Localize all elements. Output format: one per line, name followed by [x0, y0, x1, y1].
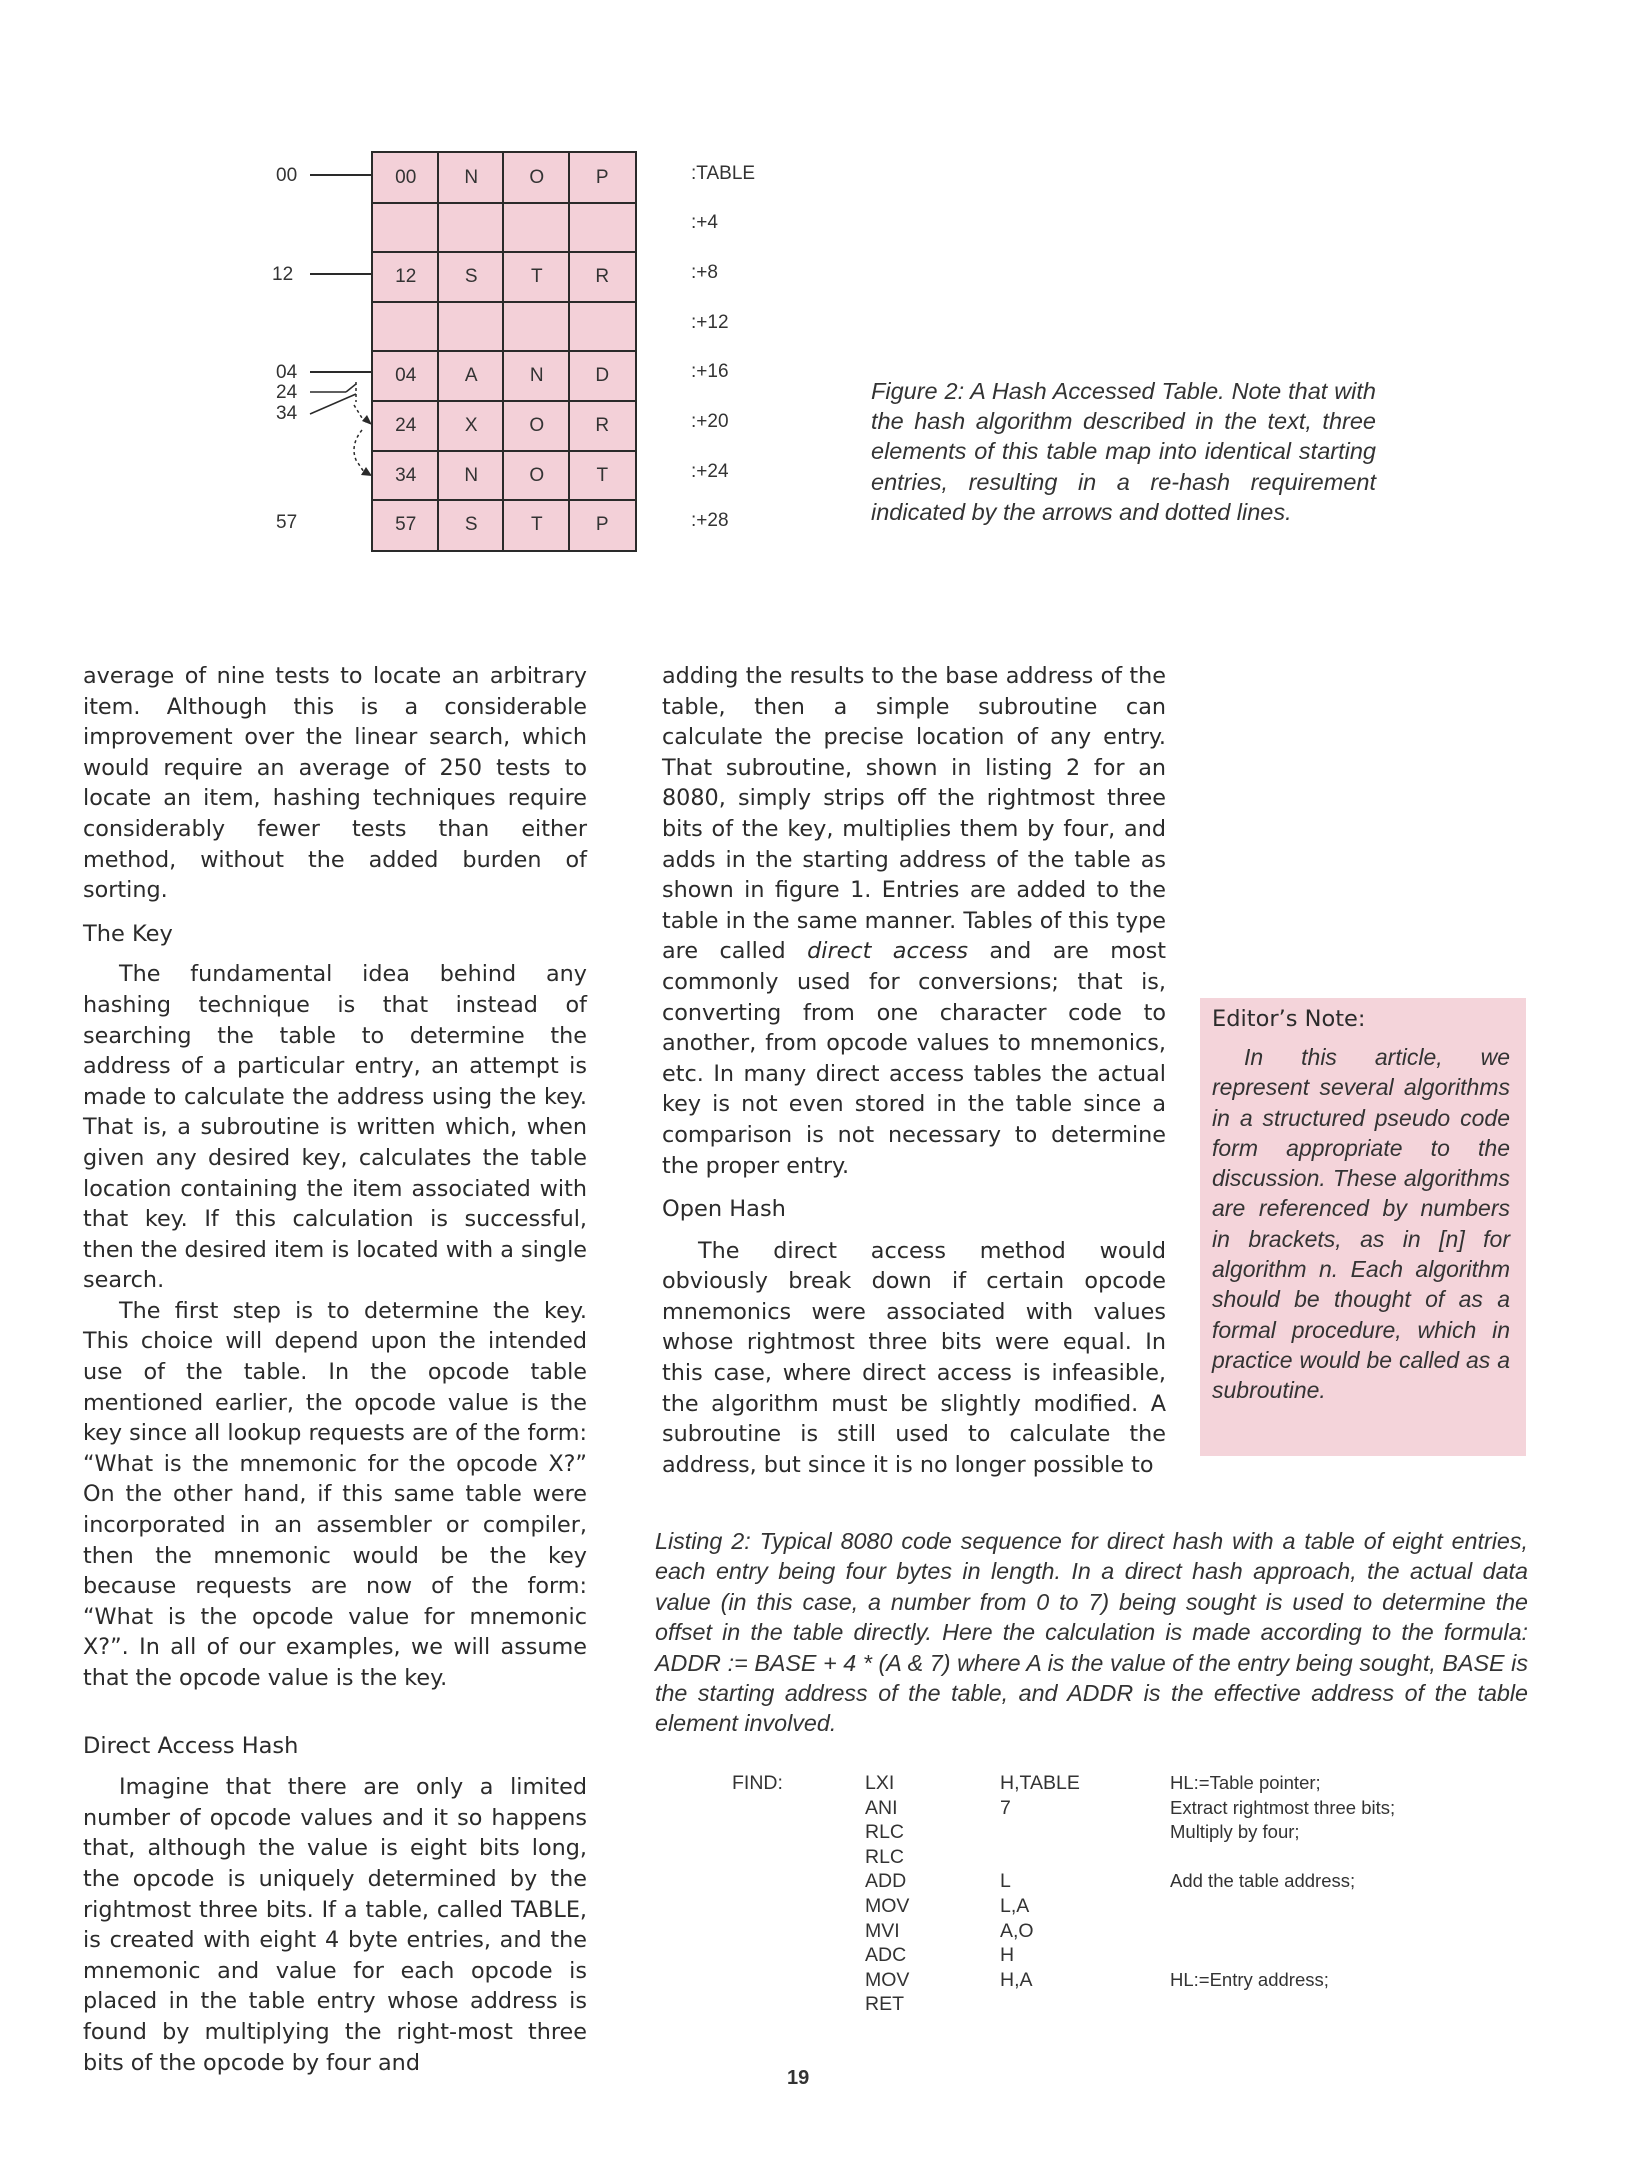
table-cell [570, 302, 636, 352]
table-row [373, 252, 635, 302]
paragraph: The direct access method would obviously break down if certain opcode mnemonics were associated with values whose rightmost three bits were equal. In this case, where direct access is infeasible, the algorithm must be slightly modified. A subroutine is still used to calculate the address, but since it is no longer possible to [662, 1237, 1166, 1478]
listing-comments [1170, 1771, 1395, 2017]
table-cell: S [464, 514, 478, 536]
section-heading: Open Hash [662, 1196, 786, 1223]
table-cell: 00 [395, 167, 417, 188]
table-row [373, 500, 635, 550]
table-cell: T [530, 514, 543, 536]
table-row [373, 401, 635, 451]
listing-arg: H [1000, 1944, 1015, 1967]
table-cell: O [529, 415, 545, 436]
table-cell: T [530, 266, 543, 288]
table-cell [373, 302, 439, 352]
table-cell [373, 203, 439, 253]
listing-arg [1000, 1820, 1080, 1845]
listing-opcodes [865, 1771, 909, 2017]
figure-caption: Figure 2: A Hash Accessed Table. Note that with the hash algorithm described in the text, three elements of this table map into identical starting entries, resulting in a re-hash requirement indicated by the arrows and dotted lines. [871, 378, 1376, 525]
listing-comment [1170, 1894, 1395, 1919]
listing-op: MVI [865, 1919, 900, 1942]
paragraph: The fundamental idea behind any hashing technique is that instead of searching the table to determine the address of a particular entry, an attempt is made to calculate the address using the key. That is, a subroutine is written which, when given any desired key, calculates the table location containing the item associated with that key. If this calculation is successful, then the desired item is located with a single search. [83, 961, 587, 1294]
table-row [373, 351, 635, 401]
listing-arg: A,O [1000, 1919, 1034, 1942]
table-cell: 24 [395, 415, 417, 436]
listing-op: RET [865, 1993, 904, 2016]
offset-label: :+24 [691, 461, 729, 482]
key-label: 34 [276, 403, 298, 424]
table-cell [439, 302, 505, 352]
offset-label: :+20 [691, 411, 729, 432]
table-cell [504, 302, 570, 352]
paragraph: The first step is to determine the key. This choice will depend upon the intended use of the table. In the opcode table mentioned earlier, the opcode value is the key since all lookup requests are of the form: “What is the mnemonic for the opcode X?” On the other hand, if this same table were incorporated in an assembler or compiler, then the mnemonic would be the key because requests are now of the form: “What is the opcode value for mnemonic X?”. In all of our examples, we will assume that the opcode value is the key. [83, 1297, 587, 1691]
table-cell: D [595, 365, 610, 387]
table-cell: N [464, 167, 479, 188]
listing-arg: H,A [1000, 1968, 1033, 1991]
paragraph: average of nine tests to locate an arbitrary item. Although this is a considerable improvement over the linear search, which would require an average of 250 tests to locate an item, hashing techniques require considerably fewer tests than either method, without the added burden of sorting. [83, 663, 587, 904]
middle-column [662, 661, 1166, 1480]
listing-comment: HL:=Table pointer; [1170, 1772, 1321, 1793]
key-label: 00 [276, 165, 298, 186]
table-cell: P [595, 514, 609, 536]
table-cell: O [529, 464, 545, 486]
left-column [83, 661, 587, 2078]
listing-op: MOV [865, 1968, 910, 1991]
table-cell: S [464, 266, 478, 288]
page-number: 19 [787, 2067, 810, 2089]
key-label: 12 [272, 264, 294, 285]
listing-arg: H,TABLE [1000, 1772, 1080, 1794]
listing-label: FIND: [732, 1772, 783, 1794]
grid-line [373, 499, 635, 501]
section-heading: The Key [83, 920, 173, 947]
offset-label: :TABLE [691, 163, 756, 184]
table-row [373, 451, 635, 501]
table-cell: N [464, 464, 479, 486]
listing-comment: Extract rightmost three bits; [1170, 1796, 1396, 1818]
editor-note-box [1200, 998, 1526, 1456]
table-cell: T [596, 464, 609, 486]
table-cell: 34 [395, 464, 417, 486]
listing-operands [1000, 1771, 1080, 2017]
listing-op: MOV [865, 1894, 910, 1917]
table-cell: R [595, 266, 610, 288]
listing-arg: L,A [1000, 1894, 1030, 1917]
listing-op: RLC [865, 1845, 905, 1868]
key-label: 57 [276, 512, 298, 533]
offset-label: :+4 [691, 212, 718, 233]
listing-arg: L [1000, 1870, 1011, 1893]
table-cell: 57 [395, 514, 417, 536]
grid-line [373, 251, 635, 253]
listing-comment: HL:=Entry address; [1170, 1968, 1329, 1990]
listing-op: ADD [865, 1870, 907, 1893]
paragraph: adding the results to the base address of the table, then a simple subroutine can calculate the precise location of any entry. That subroutine, shown in listing 2 for an 8080, simply strips off the rightmost three bits of the key, multiplies them by four, and adds in the starting address of the table as shown in figure 1. Entries are added to the table in the same manner. Tables of this type are called direct access and are most commonly used for conversions; that is, converting from one character code to another, from opcode values to mnemonics, etc. In many direct access tables the actual key is not even stored in the table since a comparison is not necessary to determine the proper entry. [662, 663, 1166, 1179]
grid-line [373, 450, 635, 452]
listing-comment: Add the table address; [1170, 1870, 1356, 1892]
listing-op: RLC [865, 1821, 905, 1844]
offset-label: :+12 [691, 312, 729, 333]
listing-op: ANI [865, 1796, 898, 1819]
editor-note-text: In this article, we represent several algorithms in a structured pseudo code form appropriate to the discussion. These algorithms are referenced by numbers in brackets, as in [n] for algorithm n. Each algorithm should be thought of as a formal procedure, which in practice would be called as a subroutine. [1212, 1044, 1510, 1404]
grid-line [373, 301, 635, 303]
listing-op: ADC [865, 1944, 907, 1967]
table-cell: P [595, 167, 609, 188]
listing-comment [1170, 1943, 1395, 1968]
table-cell: O [529, 167, 545, 188]
table-cell: N [529, 365, 544, 387]
offset-label: :+16 [691, 361, 729, 382]
listing-arg [1000, 1845, 1080, 1870]
grid-line [373, 400, 635, 402]
table-row [373, 302, 635, 352]
key-label: 24 [276, 382, 298, 403]
table-row [373, 203, 635, 253]
listing-arg [1000, 1992, 1080, 2017]
table-cell: A [464, 365, 478, 387]
table-cell: 04 [395, 365, 417, 387]
listing-caption: Listing 2: Typical 8080 code sequence for direct hash with a table of eight entries, each entry being four bytes in length. In a direct hash approach, the actual data value (in this case, a number from 0 to 7) being sought is used to determine the offset in the table directly. Here the calculation is made according to the formula: ADDR := BASE + 4 * (A & 7) where A is the value of the entry being sought, BASE is the starting address of the table, and ADDR is the effective address of the table element involved. [655, 1528, 1528, 1737]
listing-comment [1170, 1845, 1395, 1870]
listing-comment [1170, 1992, 1395, 2017]
table-cell [570, 203, 636, 253]
hash-table [371, 151, 637, 552]
table-cell [439, 203, 505, 253]
offset-label: :+8 [691, 262, 718, 283]
editor-note-title: Editor’s Note: [1212, 1006, 1366, 1032]
table-cell: R [595, 415, 610, 436]
listing-arg: 7 [1000, 1796, 1011, 1819]
offset-label: :+28 [691, 510, 729, 531]
table-cell: 12 [395, 266, 417, 288]
table-cell: X [464, 415, 478, 436]
key-label: 04 [276, 362, 298, 383]
paragraph: Imagine that there are only a limited number of opcode values and it so happens that, although the value is eight bits long, the opcode is uniquely determined by the rightmost three bits. If a table, called TABLE, is created with eight 4 byte entries, and the mnemonic and value for each opcode is placed in the table entry whose address is found by multiplying the right-most three bits of the opcode by four and [83, 1774, 587, 2076]
listing-comment [1170, 1919, 1395, 1944]
listing-op: LXI [865, 1772, 895, 1794]
grid-line [373, 350, 635, 352]
listing-comment: Multiply by four; [1170, 1821, 1300, 1843]
table-cell [504, 203, 570, 253]
section-heading: Direct Access Hash [83, 1732, 299, 1759]
grid-line [373, 202, 635, 204]
pointer-arrows [290, 160, 380, 530]
table-row [373, 153, 635, 203]
